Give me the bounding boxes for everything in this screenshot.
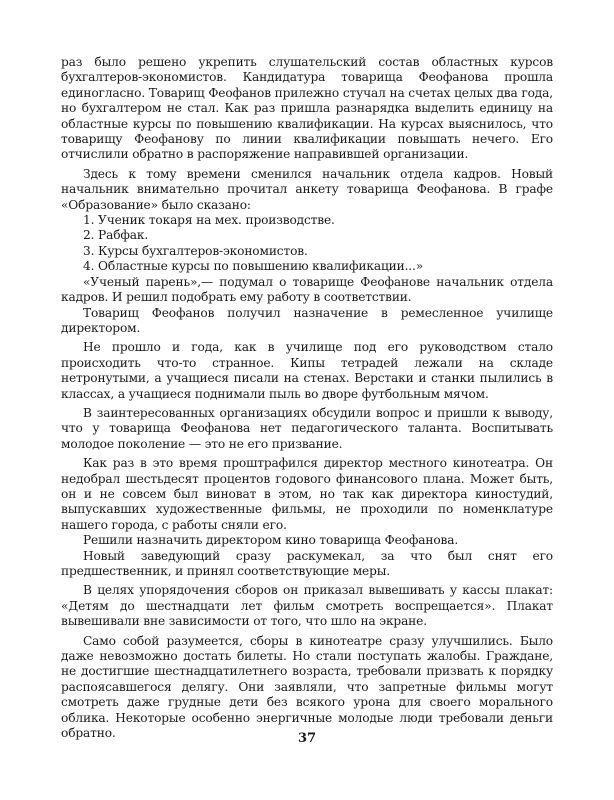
paragraph-9: Новый заведующий сразу раскумекал, за что был снят его предшественник, и принял соответствующие меры. [61, 548, 553, 578]
paragraph-4: Товарищ Феофанов получил назначение в ремесленное училище директором. [61, 305, 553, 335]
paragraph-10: В целях упорядочения сборов он приказал вывешивать у кассы плакат: «Детям до шестнадцати лет фильм смотреть воспрещается». Плакат вывешивали вне зависимости от того, что шло на экране. [61, 583, 553, 629]
paragraph-8: Решили назначить директором кино товарища Феофанова. [83, 533, 459, 548]
paragraph-1: раз было решено укрепить слушательский состав областных курсов бухгалтеров-экономистов. Кандидатура товарища Феофанова прошла единогласно. Товарищ Феофанов прилежно стучал на счетах целых два года, но бухгалтером не стал. Как раз пришла разнарядка выделить единицу на областные курсы по повышению квалификации. На курсах выяснилось, что товарищу Феофанову по линии квалификации повышать нечего. Его отчислили обратно в распоряжение направившей организации. [61, 55, 553, 162]
list-item: 4. Областные курсы по повышению квалификации...» [83, 259, 424, 274]
education-list [61, 213, 553, 275]
page-number: 37 [297, 731, 317, 746]
paragraph-7: Как раз в это время проштрафился директор местного кинотеатра. Он недобрал шестьдесят процентов годового финансового плана. Может быть, он и не совсем был виноват в этом, но так как директора киностудий, выпускавших художественные фильмы, не проходили по номенклатуре нашего города, с работы сняли его. [61, 456, 553, 532]
paragraph-5: Не прошло и года, как в училище под его руководством стало происходить что-то странное. Кипы тетрадей лежали на складе нетронутыми, а учащиеся писали на стенах. Верстаки и станки пылились в классах, а учащиеся поднимали пыль во дворе футбольным мячом. [61, 340, 553, 401]
list-item: 2. Рабфак. [83, 228, 149, 243]
paragraph-11: Само собой разумеется, сборы в кинотеатре сразу улучшились. Было даже невозможно достать билеты. Но стали поступать жалобы. Граждане, не достигшие шестнадцатилетнего возраста, требовали призвать к порядку распоясавшегося делягу. Они заявляли, что запретные фильмы могут смотреть даже грудные дети без всякого урона для своего морального облика. Некоторые особенно энергичные молодые люди требовали деньги обратно. [61, 633, 553, 741]
list-item: 3. Курсы бухгалтеров-экономистов. [83, 243, 308, 258]
paragraph-3: «Ученый парень»,— подумал о товарище Феофанове начальник отдела кадров. И решил подобрать ему работу в соответствии. [61, 274, 553, 305]
paragraph-6: В заинтересованных организациях обсудили вопрос и пришли к выводу, что у товарища Феофанова нет педагогического таланта. Воспитывать молодое поколение — это не его призвание. [61, 405, 553, 451]
list-item: 1. Ученик токаря на мех. производстве. [83, 213, 335, 228]
paragraph-2: Здесь к тому времени сменился начальник отдела кадров. Новый начальник внимательно прочитал анкету товарища Феофанова. В графе «Образование» было сказано: [61, 166, 553, 212]
page-body [61, 55, 553, 745]
